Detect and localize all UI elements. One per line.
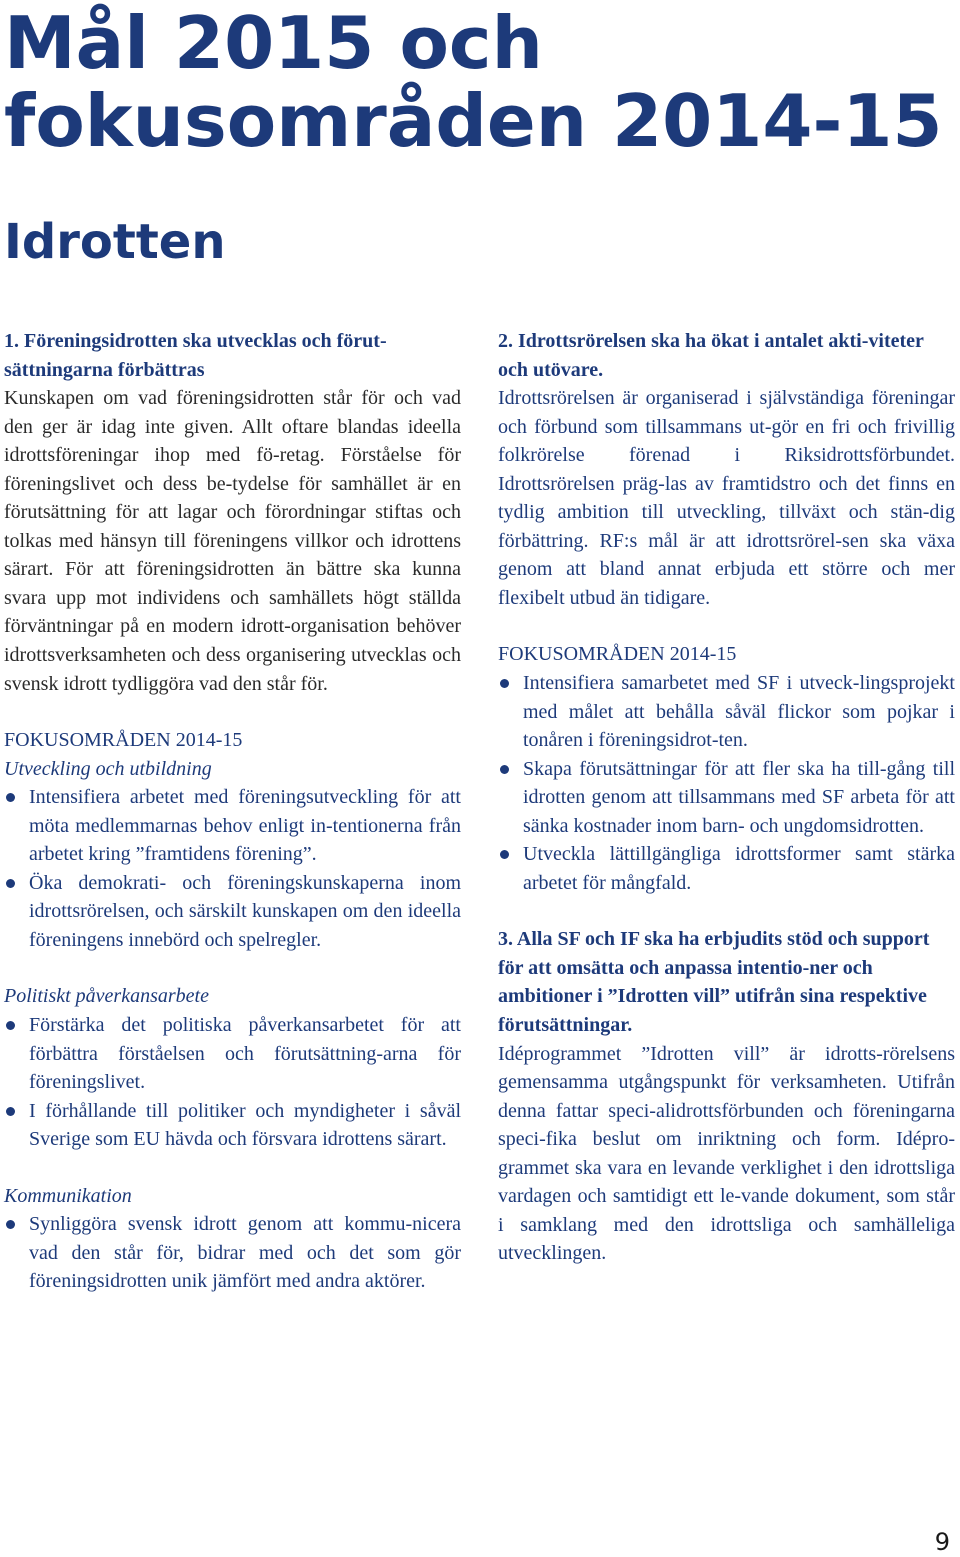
bullet-icon	[6, 879, 15, 888]
left-column	[4, 327, 461, 1296]
list-item	[4, 1011, 461, 1097]
list-item-text: Öka demokrati- och föreningskunskaperna inom idrottsrörelsen, och särskilt kunskapen om den ideella föreningens innebörd och spelregler.	[29, 871, 461, 951]
subheading-politiskt: Politiskt påverkansarbete	[4, 985, 209, 1008]
list-item	[4, 783, 461, 869]
section-3-body: Idéprogrammet ”Idrotten vill” är idrotts-rörelsens gemensamma utgångspunkt för verksamheten. Utifrån denna fattar speci-alidrottsförbunden och föreningarna speci-fika beslut om inriktning och form. Idépro-grammet ska vara en levande verklighet i den idrottsliga vardagen och samtidigt ett le-vande dokument, som står i samklang med den idrottsliga och samhälleliga utvecklingen.	[498, 1042, 955, 1265]
section-1-body: Kunskapen om vad föreningsidrotten står för och vad den ger är idag inte given. Allt oftare blandas ideella idrottsföreningar ihop med fö-retag. Förståelse för föreningslivet och dess be-tydelse för samhället är en förutsättning för att lagar och förordningar stiftas och tolkas med hänsyn till föreningens villkor och idrottens särart. För att föreningsidrotten än bättre ska kunna svara upp mot individens och samhällets högt ställda förväntningar på en modern idrott-organisation behöver idrottsverksamheten och dess organisering utvecklas och svensk idrott tydliggöra vad den står för.	[4, 387, 461, 695]
subheading-utveckling: Utveckling och utbildning	[4, 757, 212, 780]
section-1-heading: 1. Föreningsidrotten ska utvecklas och förut-sättningarna förbättras	[4, 330, 387, 381]
list-item	[4, 1210, 461, 1296]
section-2-heading: 2. Idrottsrörelsen ska ha ökat i antalet akti-viteter och utövare.	[498, 330, 924, 381]
bullet-icon	[500, 765, 509, 774]
bullet-icon	[6, 793, 15, 802]
list-item-text: Förstärka det politiska påverkansarbetet för att förbättra förståelsen och förutsättning-arna för föreningslivet.	[29, 1014, 461, 1094]
list-item	[498, 840, 955, 897]
bullet-icon	[6, 1220, 15, 1229]
page-number: 9	[934, 1528, 950, 1556]
list-item-text: Utveckla lättillgängliga idrottsformer samt stärka arbetet för mångfald.	[523, 843, 955, 894]
page-title-line-2: fokusområden 2014-15	[4, 79, 943, 163]
bullet-list-kommunikation	[4, 1210, 461, 1296]
section-3-heading: 3. Alla SF och IF ska ha erbjudits stöd och support för att omsätta och anpassa intentio-ner och ambitioner i ”Idrotten vill” utifrån sina respektive förutsättningar.	[498, 928, 930, 1037]
page-title	[4, 1, 943, 163]
right-column	[498, 327, 955, 1268]
section-2-body: Idrottsrörelsen är organiserad i självständiga föreningar och förbund som tillsammans ut-gör en fri och frivillig folkrörelse förenad i Riksidrottsförbundet. Idrottsrörelsen präg-las av framtidstro och det finns en tydlig ambition till utveckling, tillväxt och stän-dig förbättring. RF:s mål är att idrottsrörel-sen ska växa genom att bland annat erbjuda ett större och mer flexibelt utbud än tidigare.	[498, 387, 955, 609]
list-item-text: Intensifiera arbetet med föreningsutveckling för att möta medlemmarnas behov enligt in-tentionerna från arbetet kring ”framtidens förening”.	[29, 786, 461, 866]
page-title-line-1: Mål 2015 och	[4, 1, 543, 85]
list-item	[4, 1097, 461, 1154]
list-item	[498, 755, 955, 841]
bullet-list-right	[498, 669, 955, 897]
bullet-list-politiskt	[4, 1011, 461, 1154]
bullet-icon	[500, 679, 509, 688]
list-item-text: Skapa förutsättningar för att fler ska ha till-gång till idrotten genom att tillsammans med SF arbeta för att sänka kostnader inom barn- och ungdomsidrotten.	[523, 757, 955, 837]
bullet-icon	[6, 1107, 15, 1116]
list-item-text: Synliggöra svensk idrott genom att kommu-nicera vad den står för, bidrar med och det som gör föreningsidrotten unik jämfört med andra aktörer.	[29, 1213, 461, 1293]
list-item	[4, 869, 461, 955]
section-title: Idrotten	[4, 214, 226, 270]
bullet-icon	[6, 1021, 15, 1030]
bullet-icon	[500, 850, 509, 859]
subheading-kommunikation: Kommunikation	[4, 1184, 132, 1207]
bullet-list-utveckling	[4, 783, 461, 954]
list-item-text: I förhållande till politiker och myndigheter i såväl Sverige som EU hävda och försvara idrottens särart.	[29, 1099, 461, 1151]
list-item	[498, 669, 955, 755]
focus-heading-left: FOKUSOMRÅDEN 2014-15	[4, 729, 243, 752]
list-item-text: Intensifiera samarbetet med SF i utveck-lingsprojekt med målet att behålla såväl flickor som pojkar i tonåren i föreningsidrot-ten.	[523, 672, 955, 752]
focus-heading-right: FOKUSOMRÅDEN 2014-15	[498, 643, 737, 666]
